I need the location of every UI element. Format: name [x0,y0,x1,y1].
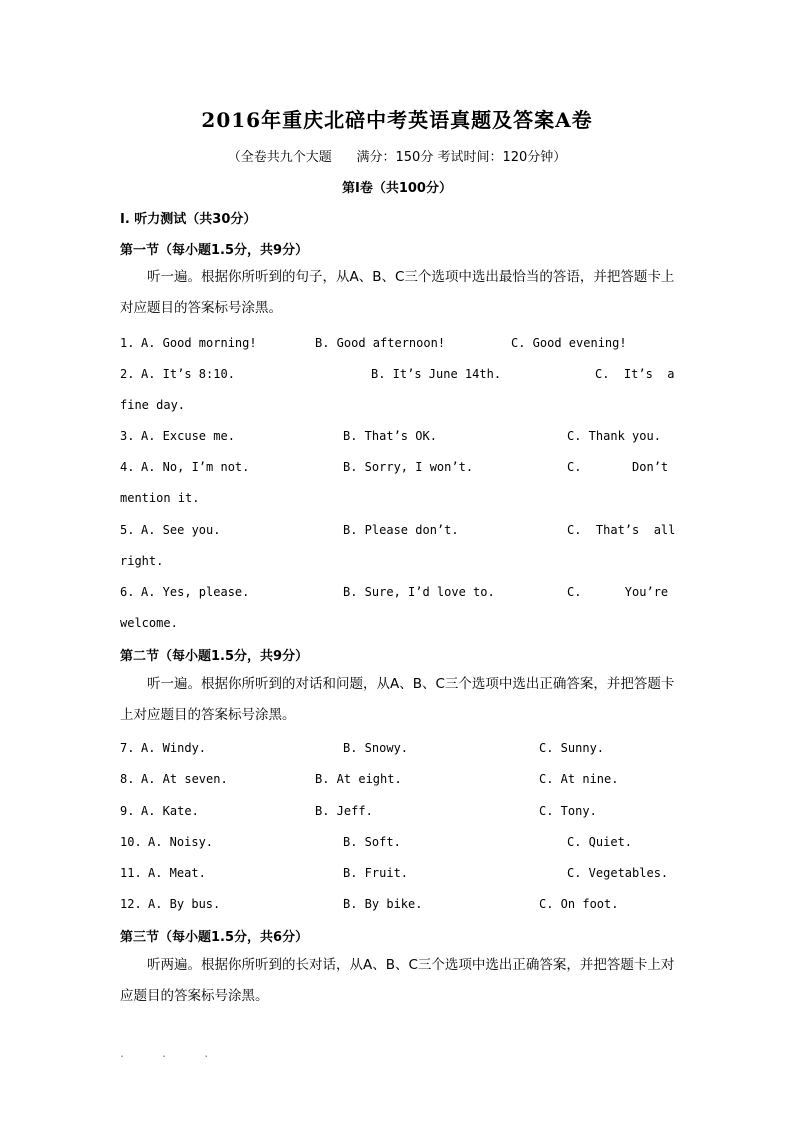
option-a: A. See you. [141,523,221,537]
question-number: 10. [120,835,142,849]
option-a: A. Excuse me. [141,429,235,443]
part1-heading: I. 听力测试（共30分） [120,212,257,227]
option-a: A. Yes, please. [141,585,250,599]
option-b: B. Jeff. [315,804,373,818]
option-c: C. Quiet. [567,835,633,849]
option-b: B. Fruit. [343,866,409,880]
section2-heading: 第二节（每小题1.5分，共9分） [120,649,309,664]
section3-heading: 第三节（每小题1.5分，共6分） [120,930,309,945]
question-number: 6. [120,585,135,599]
option-a: A. Kate. [141,804,199,818]
section2-instruction: 听一遍。根据你所听到的对话和问题，从A、B、C三个选项中选出正确答案，并把答题卡上对应题目的答案标号涂黑。 [120,676,675,723]
volume-heading: 第Ⅰ卷（共100分） [342,181,452,196]
option-c: C. You’re [567,585,669,599]
exam-subtitle: （全卷共九个大题 满分：150分 考试时间：120分钟） [227,150,567,165]
option-b: B. Please don’t. [343,523,459,537]
option-c: C. Good evening! [511,336,627,350]
option-c: C. Don’t [567,460,669,474]
option-a: A. Noisy. [148,835,214,849]
option-c: C. On foot. [539,897,619,911]
question-number: 9. [120,804,135,818]
option-a: A. Meat. [148,866,206,880]
option-b: B. Good afternoon! [315,336,446,350]
question-number: 5. [120,523,135,537]
question-number: 1. [120,336,135,350]
option-c: C. It’s a [595,367,675,381]
option-c-continued: right. [120,554,164,568]
option-c: C. Tony. [539,804,597,818]
option-c-continued: mention it. [120,491,200,505]
question-number: 2. [120,367,135,381]
option-b: B. Soft. [343,835,401,849]
question-number: 4. [120,460,135,474]
option-a: A. At seven. [141,772,228,786]
question-number: 11. [120,866,142,880]
option-a: A. Windy. [141,741,207,755]
option-b: B. Sorry, I won’t. [343,460,474,474]
option-c: C. Thank you. [567,429,661,443]
exam-title: 2016年重庆北碚中考英语真题及答案A卷 [201,108,593,132]
option-c: C. At nine. [539,772,619,786]
option-c: C. That’s all [567,523,676,537]
option-c: C. Sunny. [539,741,605,755]
option-c-continued: welcome. [120,616,178,630]
option-c-continued: fine day. [120,398,186,412]
option-a: A. It’s 8:10. [141,367,235,381]
question-number: 7. [120,741,135,755]
section1-instruction: 听一遍。根据你所听到的句子，从A、B、C三个选项中选出最恰当的答语，并把答题卡上对应题目的答案标号涂黑。 [120,269,675,316]
footer-marks: . . . [119,1049,210,1060]
section1-heading: 第一节（每小题1.5分，共9分） [120,243,309,258]
section3-instruction: 听两遍。根据你所听到的长对话，从A、B、C三个选项中选出正确答案，并把答题卡上对应题目的答案标号涂黑。 [120,957,675,1004]
option-b: B. It’s June 14th. [371,367,502,381]
option-b: B. At eight. [315,772,402,786]
option-b: B. That’s OK. [343,429,437,443]
option-c: C. Vegetables. [567,866,669,880]
question-number: 8. [120,772,135,786]
option-b: B. By bike. [343,897,423,911]
option-a: A. No, I’m not. [141,460,250,474]
option-b: B. Snowy. [343,741,409,755]
option-b: B. Sure, I’d love to. [343,585,495,599]
option-a: A. By bus. [148,897,221,911]
question-number: 3. [120,429,135,443]
question-number: 12. [120,897,142,911]
option-a: A. Good morning! [141,336,257,350]
